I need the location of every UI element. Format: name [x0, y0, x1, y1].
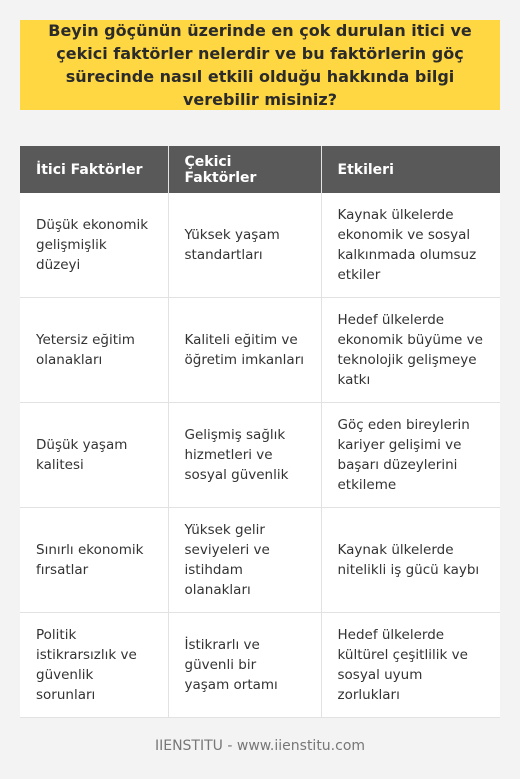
push-factor-cell: Düşük ekonomik gelişmişlik düzeyi — [20, 193, 168, 297]
table-row — [20, 297, 500, 402]
header-pull-factors: Çekici Faktörler — [168, 146, 321, 193]
footer-credit: IIENSTITU - www.iienstitu.com — [154, 738, 366, 754]
header-effects: Etkileri — [321, 146, 500, 193]
factors-table — [20, 146, 500, 718]
header-push-factors: İtici Faktörler — [20, 146, 168, 193]
pull-factor-cell: Yüksek gelir seviyeleri ve istihdam olanakları — [168, 507, 321, 612]
question-banner — [20, 20, 500, 110]
push-factor-cell: Politik istikrarsızlık ve güvenlik sorunları — [20, 612, 168, 717]
table-row — [20, 507, 500, 612]
pull-factor-cell: Kaliteli eğitim ve öğretim imkanları — [168, 297, 321, 402]
effect-cell: Hedef ülkelerde ekonomik büyüme ve teknolojik gelişmeye katkı — [321, 297, 500, 402]
push-factor-cell: Sınırlı ekonomik fırsatlar — [20, 507, 168, 612]
table-row — [20, 612, 500, 717]
table-header-row — [20, 146, 500, 193]
push-factor-cell: Düşük yaşam kalitesi — [20, 402, 168, 507]
table-row — [20, 402, 500, 507]
effect-cell: Kaynak ülkelerde ekonomik ve sosyal kalkınmada olumsuz etkiler — [321, 193, 500, 297]
push-factor-cell: Yetersiz eğitim olanakları — [20, 297, 168, 402]
effect-cell: Hedef ülkelerde kültürel çeşitlilik ve sosyal uyum zorlukları — [321, 612, 500, 717]
table-row — [20, 193, 500, 297]
pull-factor-cell: İstikrarlı ve güvenli bir yaşam ortamı — [168, 612, 321, 717]
effect-cell: Kaynak ülkelerde nitelikli iş gücü kaybı — [321, 507, 500, 612]
pull-factor-cell: Gelişmiş sağlık hizmetleri ve sosyal güvenlik — [168, 402, 321, 507]
pull-factor-cell: Yüksek yaşam standartları — [168, 193, 321, 297]
question-text: Beyin göçünün üzerinde en çok durulan itici ve çekici faktörler nelerdir ve bu faktörlerin göç sürecinde nasıl etkili olduğu hakkında bilgi verebilir misiniz? — [48, 21, 472, 109]
effect-cell: Göç eden bireylerin kariyer gelişimi ve başarı düzeylerini etkileme — [321, 402, 500, 507]
